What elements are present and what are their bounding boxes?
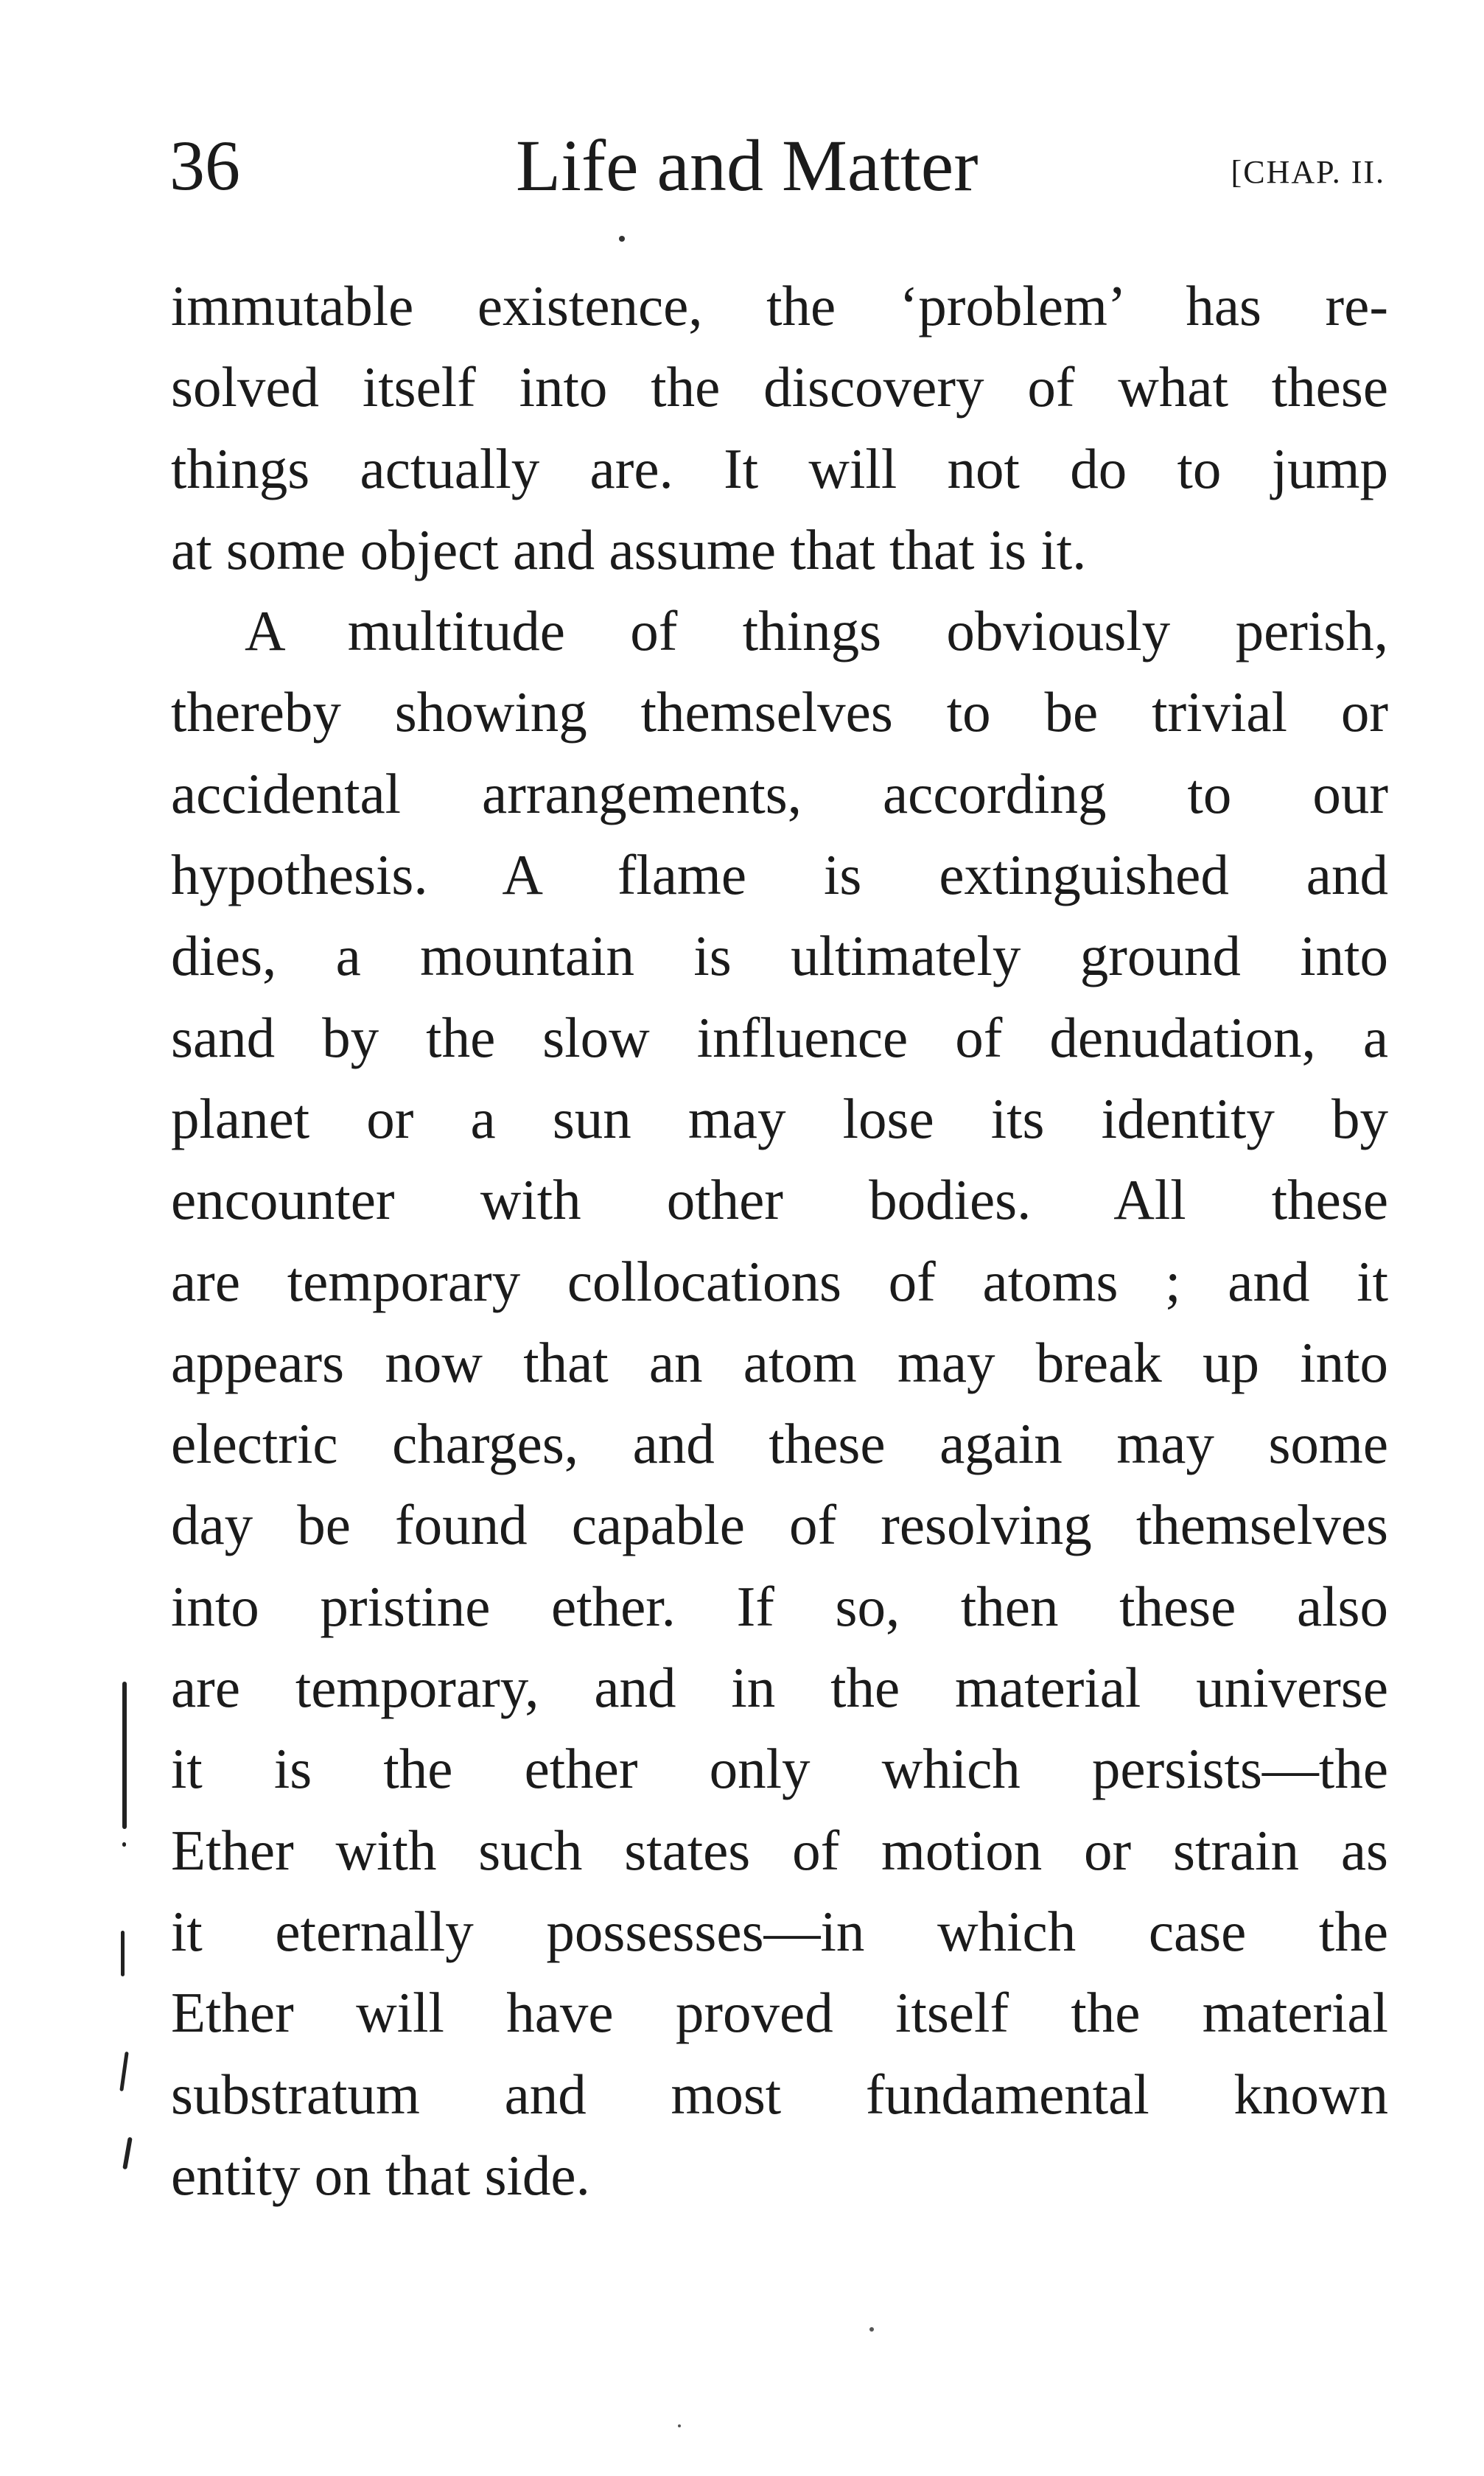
stray-ink-dot <box>678 2424 681 2427</box>
running-title: Life and Matter <box>516 125 979 206</box>
paragraph-2 <box>171 590 1388 2216</box>
paragraph-1 <box>171 265 1388 590</box>
stray-ink-dot <box>619 236 625 242</box>
text-line: planet or a sun may lose its identity by <box>171 1086 1388 1150</box>
text-line: Ether will have proved itself the material <box>171 1981 1388 2045</box>
text-line: thereby showing themselves to be trivial or <box>171 680 1388 744</box>
text-line: A multitude of things obviously perish, <box>245 599 1388 663</box>
text-line: hypothesis. A flame is extinguished and <box>171 843 1388 907</box>
text-line: accidental arrangements, according to our <box>171 761 1388 825</box>
text-line: sand by the slow influence of denudation, a <box>171 1005 1388 1069</box>
text-line: encounter with other bodies. All these <box>171 1168 1388 1232</box>
text-line: electric charges, and these again may some <box>171 1412 1388 1476</box>
text-line: are temporary, and in the material universe <box>171 1656 1388 1720</box>
text-line: day be found capable of resolving themselves <box>171 1493 1388 1557</box>
text-line: Ether with such states of motion or strain as <box>171 1818 1388 1882</box>
text-line: appears now that an atom may break up into <box>171 1330 1388 1394</box>
chapter-label: [CHAP. II. <box>1231 154 1385 190</box>
stray-ink-dot <box>869 2327 874 2332</box>
text-line: entity on that side. <box>171 2143 590 2207</box>
text-line: it eternally possesses—in which case the <box>171 1899 1388 1963</box>
text-line: into pristine ether. If so, then these also <box>171 1574 1388 1638</box>
text-line: things actually are. It will not do to jump <box>171 436 1388 500</box>
margin-pencil-mark <box>122 1682 127 1829</box>
text-line: solved itself into the discovery of what these <box>171 355 1388 419</box>
margin-pencil-mark <box>122 1842 126 1847</box>
page-number: 36 <box>169 126 240 205</box>
margin-pencil-mark <box>119 2052 128 2091</box>
text-line: at some object and assume that that is it. <box>171 517 1087 581</box>
text-line: immutable existence, the ‘problem’ has re- <box>171 274 1388 338</box>
body-text <box>171 265 1388 2216</box>
text-line: are temporary collocations of atoms ; and it <box>171 1249 1388 1313</box>
text-line: it is the ether only which persists—the <box>171 1737 1388 1801</box>
text-line: dies, a mountain is ultimately ground into <box>171 924 1388 988</box>
running-head <box>169 125 1385 221</box>
margin-pencil-mark <box>122 2137 133 2169</box>
text-line: substratum and most fundamental known <box>171 2062 1388 2126</box>
margin-pencil-mark <box>121 1931 125 1976</box>
